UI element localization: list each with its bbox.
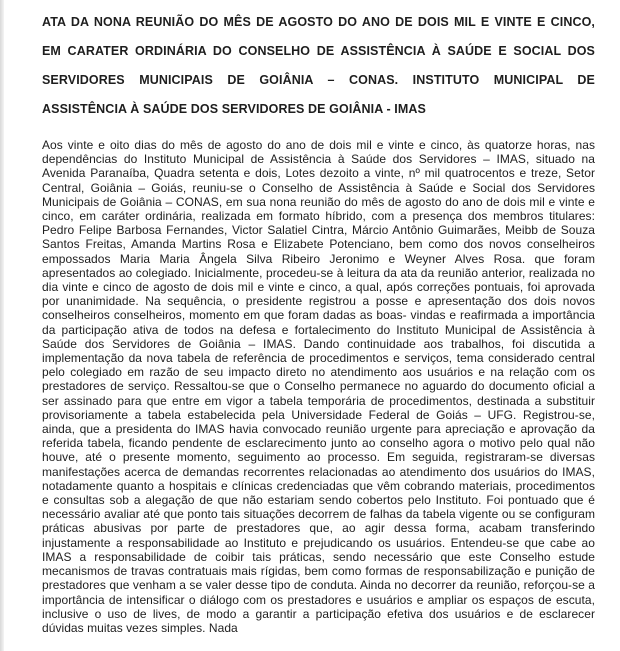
title-line-2: EM CARATER ORDINÁRIA DO CONSELHO DE ASSISTÊNCIA À SAÚDE E SOCIAL DOS xyxy=(42,44,595,58)
document-content xyxy=(42,8,595,635)
title-line-1: ATA DA NONA REUNIÃO DO MÊS DE AGOSTO DO ANO DE DOIS MIL E VINTE E CINCO, xyxy=(42,15,595,29)
document-body-paragraph: Aos vinte e oito dias do mês de agosto do ano de dois mil e vinte e cinco, às quatorze horas, nas dependências do Instituto Municipal de Assistência à Saúde dos Servidores – IMAS, situado na Avenida Paranaíba, Quadra setenta e dois, Lotes dezoito a vinte, nº mil quatrocentos e treze, Setor Central, Goiânia – Goiás, reuniu-se o Conselho de Assistência à Saúde e Social dos Servidores Municipais de Goiânia – CONAS, em sua nona reunião do mês de agosto do ano de dois mil e vinte e cinco, em caráter ordinária, realizada em formato híbrido, com a presença dos membros titulares: Pedro Felipe Barbosa Fernandes, Victor Salatiel Cintra, Márcio Antônio Guimarães, Meibb de Souza Santos Freitas, Amanda Martins Rosa e Elizabete Potenciano, bem como dos novos conselheiros empossados Maria Maria Ângela Silva Ribeiro Jeronimo e Weyner Alves Rosa. que foram apresentados ao colegiado. Inicialmente, procedeu-se à leitura da ata da reunião anterior, realizada no dia vinte e cinco de agosto de dois mil e vinte e cinco, a qual, após correções pontuais, foi aprovada por unanimidade. Na sequência, o presidente registrou a posse e apresentação dos dois novos conselheiros conselheiros, momento em que foram dadas as boas- vindas e reafirmada a importância da participação ativa de todos na defesa e fortalecimento do Instituto Municipal de Assistência à Saúde dos Servidores de Goiânia – IMAS. Dando continuidade aos trabalhos, foi discutida a implementação da nova tabela de referência de procedimentos e serviços, tema considerado central pelo colegiado em razão de seu impacto direto no atendimento aos usuários e na relação com os prestadores de serviço. Ressaltou-se que o Conselho permanece no aguardo do documento oficial a ser assinado para que entre em vigor a tabela temporária de procedimentos, destinada a substituir provisoriamente a tabela estabelecida pela Universidade Federal de Goiás – UFG. Registrou-se, ainda, que a presidenta do IMAS havia convocado reunião urgente para apreciação e aprovação da referida tabela, ficando pendente de esclarecimento junto ao conselho agora o motivo pelo qual não houve, até o presente momento, seguimento ao processo. Em seguida, registraram-se diversas manifestações acerca de demandas recorrentes relacionadas ao atendimento dos usuários do IMAS, notadamente quanto a hospitais e clínicas credenciadas que vêm cobrando materiais, procedimentos e consultas sob a alegação de que não estariam sendo cobertos pelo Instituto. Foi pontuado que é necessário avaliar até que ponto tais situações decorrem de falhas da tabela vigente ou se configuram práticas abusivas por parte de prestadores que, ao agir dessa forma, acabam transferindo injustamente a responsabilidade ao Instituto e prejudicando os usuários. Entendeu-se que cabe ao IMAS a responsabilidade de coibir tais práticas, sendo necessário que este Conselho estude mecanismos de travas contratuais mais rígidas, bem como formas de responsabilização e punição de prestadores que venham a se valer desse tipo de conduta. Ainda no decorrer da reunião, reforçou-se a importância de intensificar o diálogo com os prestadores e usuários e ampliar os espaços de escuta, inclusive o uso de lives, de modo a garantir a participação efetiva dos usuários e de esclarecer dúvidas muitas vezes simples. Nada xyxy=(42,138,595,635)
document-title xyxy=(42,8,595,124)
title-line-4: ASSISTÊNCIA À SAÚDE DOS SERVIDORES DE GOIÂNIA - IMAS xyxy=(42,102,426,116)
page-edge-shadow xyxy=(0,0,4,651)
title-line-3: SERVIDORES MUNICIPAIS DE GOIÂNIA – CONAS. INSTITUTO MUNICIPAL DE xyxy=(42,73,595,87)
